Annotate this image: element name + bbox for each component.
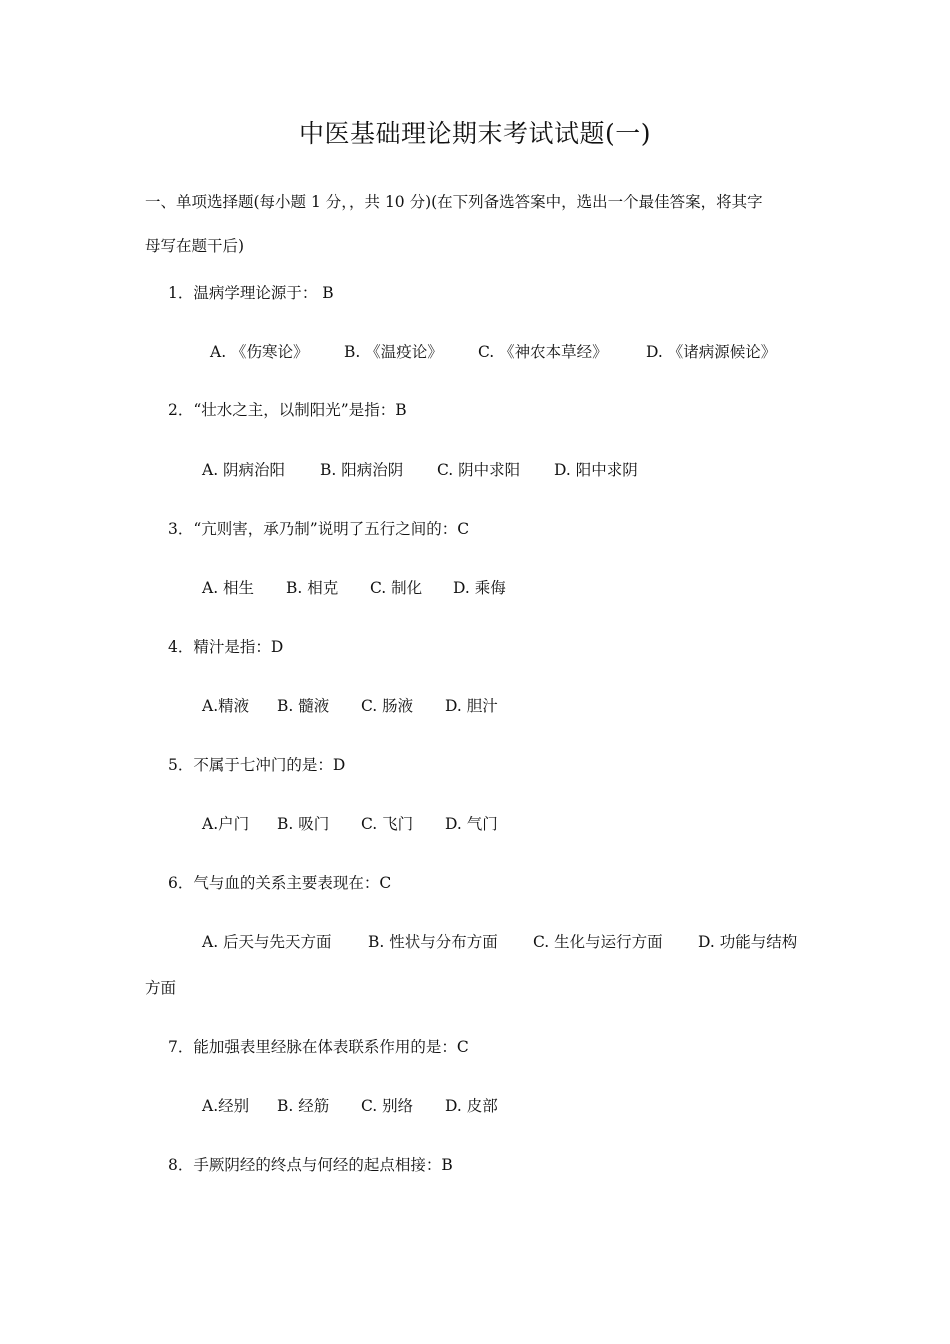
option-a: A.户门 bbox=[202, 815, 250, 833]
option-b: B. 阳病治阴 bbox=[320, 461, 404, 479]
question-1-stem: 1．温病学理论源于： B bbox=[168, 284, 334, 302]
option-b: B. 《温疫论》 bbox=[344, 343, 443, 361]
option-d: D. 皮部 bbox=[445, 1097, 498, 1115]
option-b: B. 吸门 bbox=[277, 815, 330, 833]
question-8-stem: 8．手厥阴经的终点与何经的起点相接：B bbox=[168, 1156, 453, 1174]
option-d: D. 气门 bbox=[445, 815, 498, 833]
option-a: A.经别 bbox=[202, 1097, 250, 1115]
option-c: C. 阴中求阳 bbox=[437, 461, 521, 479]
option-c: C. 别络 bbox=[361, 1097, 414, 1115]
section-heading-line-1: 一、单项选择题(每小题 1 分，，共 10 分)(在下列备选答案中，选出一个最佳答案，将其字 bbox=[145, 193, 763, 211]
option-b: B. 经筋 bbox=[277, 1097, 330, 1115]
page-title: 中医基础理论期末考试试题(一) bbox=[298, 119, 651, 148]
option-c: C. 制化 bbox=[370, 579, 423, 597]
question-6-option-continuation: 方面 bbox=[145, 979, 177, 997]
option-b: B. 髓液 bbox=[277, 697, 330, 715]
section-heading-line-2: 母写在题干后) bbox=[145, 237, 245, 255]
option-a: A. 阴病治阳 bbox=[202, 461, 286, 479]
option-a: A. 《伤寒论》 bbox=[210, 343, 309, 361]
option-c: C. 飞门 bbox=[361, 815, 414, 833]
option-a: A. 后天与先天方面 bbox=[202, 933, 332, 951]
option-c: C. 肠液 bbox=[361, 697, 414, 715]
option-d: D. 阳中求阴 bbox=[554, 461, 638, 479]
question-4-stem: 4．精汁是指：D bbox=[168, 638, 284, 656]
question-6-stem: 6．气与血的关系主要表现在：C bbox=[168, 874, 392, 892]
option-d: D. 功能与结构 bbox=[698, 933, 798, 951]
option-c: C. 生化与运行方面 bbox=[533, 933, 663, 951]
option-b: B. 性状与分布方面 bbox=[368, 933, 498, 951]
question-2-stem: 2．“壮水之主，以制阳光”是指：B bbox=[168, 401, 407, 419]
question-7-stem: 7．能加强表里经脉在体表联系作用的是：C bbox=[168, 1038, 469, 1056]
option-d: D. 《诸病源候论》 bbox=[646, 343, 777, 361]
option-b: B. 相克 bbox=[286, 579, 339, 597]
question-3-stem: 3．“亢则害，承乃制”说明了五行之间的：C bbox=[168, 520, 470, 538]
option-d: D. 乘侮 bbox=[453, 579, 506, 597]
option-d: D. 胆汁 bbox=[445, 697, 498, 715]
option-a: A. 相生 bbox=[202, 579, 255, 597]
question-5-stem: 5．不属于七冲门的是：D bbox=[168, 756, 346, 774]
option-a: A.精液 bbox=[202, 697, 250, 715]
option-c: C. 《神农本草经》 bbox=[478, 343, 608, 361]
